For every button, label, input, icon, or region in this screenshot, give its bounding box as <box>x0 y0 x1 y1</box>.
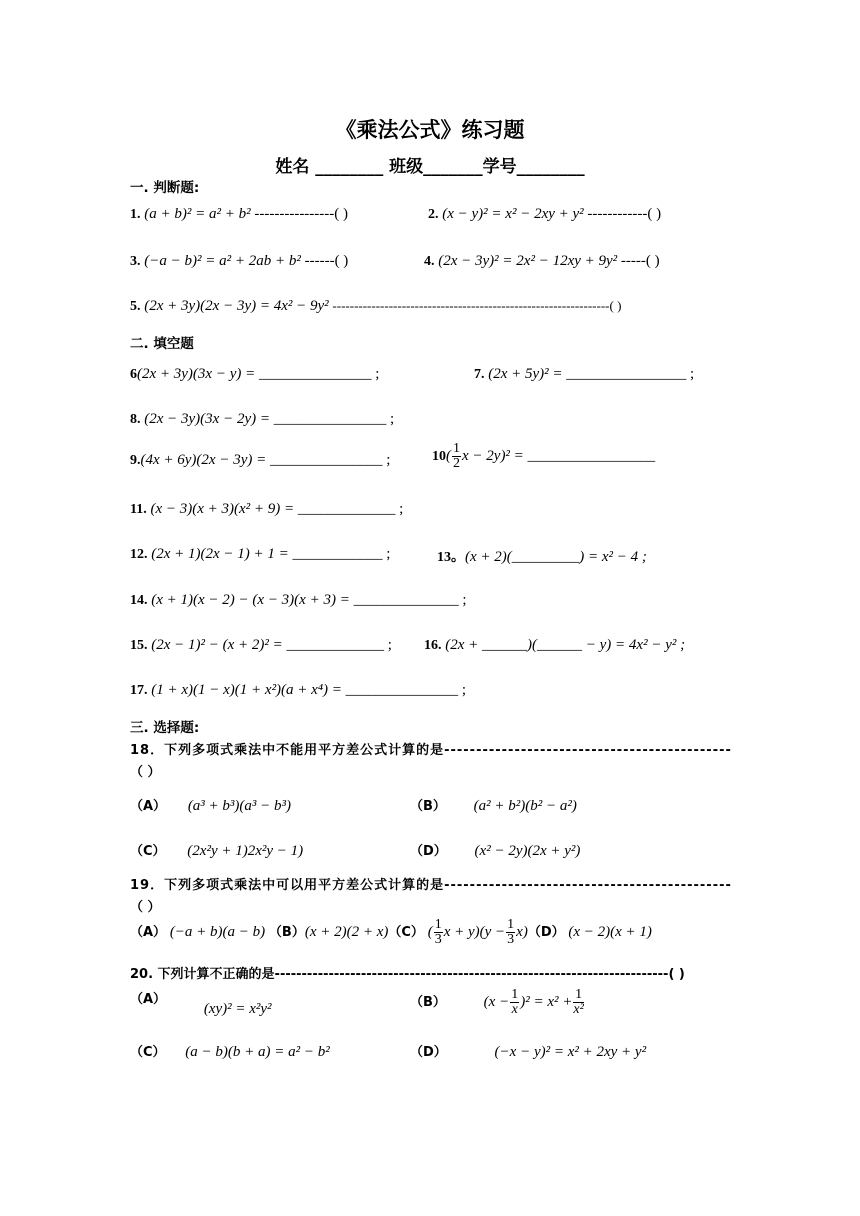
question-number: 1. <box>130 207 141 222</box>
option-label: （A） <box>130 924 167 940</box>
question-stem-text: 20. 下列计算不正确的是------------------------------------------------------------------------- <box>130 967 669 982</box>
answer-bracket: ------------( ) <box>587 206 662 222</box>
question-18-option-b <box>410 795 577 815</box>
question-number: 12. <box>130 547 148 562</box>
expression-part: ( <box>427 923 433 940</box>
option-a-expression: (−a + b)(a − b) <box>169 923 266 940</box>
question-number: 10 <box>432 448 446 464</box>
option-expression: (2x²y + 1)2x²y − 1) <box>187 843 304 859</box>
question-11 <box>130 501 403 518</box>
option-label: （A） <box>130 992 167 1007</box>
answer-bracket: ----------------------------------------------------------------( ) <box>332 298 622 313</box>
question-number: 16. <box>424 638 442 653</box>
question-20-option-a <box>130 988 272 1017</box>
question-number: 4. <box>424 254 435 269</box>
fraction-one-half <box>452 442 461 471</box>
question-19-answer-bracket: （ ） <box>130 900 161 915</box>
question-1 <box>130 206 348 223</box>
question-4 <box>424 253 660 270</box>
option-label: （B） <box>410 799 446 814</box>
question-expression: (−a − b)² = a² + 2ab + b² <box>144 253 301 269</box>
option-label: （D） <box>410 844 447 859</box>
question-18-stem: 18．下列多项式乘法中不能用平方差公式计算的是--------------------------------------------- <box>130 743 732 758</box>
fraction-one-third <box>434 918 443 947</box>
question-expression: (2x + 5y)² = <box>488 366 563 382</box>
expression-part: x − 2y)² = <box>462 447 524 464</box>
fraction-numerator: 1 <box>507 917 515 932</box>
answer-blank: ________________ ; <box>566 366 695 382</box>
fraction-denominator: 2 <box>453 456 460 471</box>
question-19-options <box>130 918 652 947</box>
option-expression: (x² − 2y)(2x + y²) <box>474 843 581 859</box>
question-expression: (1 + x)(1 − x)(1 + x²)(a + x⁴) = <box>151 682 342 698</box>
question-16 <box>424 637 685 654</box>
question-2 <box>428 206 661 223</box>
fraction-numerator: 1 <box>511 987 519 1002</box>
expression-part: )² = x² + <box>520 993 573 1010</box>
answer-blank: ______________ ; <box>353 592 467 608</box>
fraction-one-third <box>506 918 515 947</box>
question-17 <box>130 682 466 699</box>
answer-blank: _______________ ; <box>269 452 391 468</box>
question-9 <box>130 452 390 469</box>
answer-blank: ____________ ; <box>292 546 391 562</box>
answer-blank: _______________ ; <box>345 682 467 698</box>
question-14 <box>130 592 467 609</box>
question-3 <box>130 253 348 270</box>
option-d-expression: (x − 2)(x + 1) <box>568 923 652 940</box>
question-number: 11. <box>130 502 147 517</box>
answer-blank: _____________ ; <box>297 501 404 517</box>
question-20-option-b <box>410 988 585 1017</box>
option-label: （C） <box>130 844 166 859</box>
question-expression: (4x + 6y)(2x − 3y) = <box>140 452 267 468</box>
answer-bracket: ( ) <box>668 967 685 982</box>
option-label: （B） <box>410 994 446 1010</box>
question-expression: (2x + 3y)(2x − 3y) = 4x² − 9y² <box>144 298 329 314</box>
answer-blank: _________________ <box>527 447 656 464</box>
fraction-denominator: x <box>511 1002 518 1017</box>
option-b-expression: (x + 2)(2 + x) <box>304 923 389 940</box>
option-label: （D） <box>410 1045 447 1060</box>
question-12 <box>130 546 390 563</box>
question-number: 8. <box>130 412 141 427</box>
question-15 <box>130 637 392 654</box>
question-18-option-d <box>410 840 580 860</box>
section-heading-choice: 三. 选择题: <box>130 720 200 736</box>
question-10 <box>432 442 655 471</box>
fraction-one-over-x-squared <box>573 988 583 1017</box>
question-number: 3. <box>130 254 141 269</box>
question-number: 13。 <box>437 550 465 565</box>
answer-bracket: ----------------( ) <box>254 206 349 222</box>
question-8 <box>130 411 394 428</box>
answer-bracket: -----( ) <box>620 253 660 269</box>
option-expression: (−x − y)² = x² + 2xy + y² <box>494 1044 647 1060</box>
question-20-option-c <box>130 1041 330 1061</box>
page-title: 《乘法公式》练习题 <box>335 118 525 142</box>
option-expression <box>483 987 585 1017</box>
question-expression: (2x + 3y)(3x − y) = <box>137 366 256 382</box>
fraction-numerator: 1 <box>575 987 583 1002</box>
question-7 <box>474 366 694 383</box>
section-heading-judgment: 一. 判断题: <box>130 180 200 196</box>
question-number: 2. <box>428 207 439 222</box>
question-18-option-a <box>130 795 291 815</box>
answer-blank: _____________ ; <box>286 637 392 653</box>
question-expression: (2x − 1)² − (x + 2)² = <box>151 637 283 653</box>
option-label: （D） <box>527 924 565 940</box>
question-expression: (x − y)² = x² − 2xy + y² <box>442 206 584 222</box>
question-18-answer-bracket: （ ） <box>130 765 161 780</box>
expression-part: x) <box>516 923 528 940</box>
question-number: 7. <box>474 367 485 382</box>
question-number: 9. <box>130 453 141 468</box>
question-expression: (2x − 3y)² = 2x² − 12xy + 9y² <box>438 253 618 269</box>
question-number: 6 <box>130 367 137 382</box>
question-18-option-c <box>130 840 303 860</box>
fraction-numerator: 1 <box>453 441 460 456</box>
question-number: 5. <box>130 299 141 314</box>
fraction-denominator: x² <box>573 1002 584 1017</box>
question-expression: (2x + 1)(2x − 1) + 1 = <box>151 546 289 562</box>
fraction-denominator: 3 <box>434 932 442 947</box>
option-label: （B） <box>268 924 305 940</box>
fraction-one-over-x <box>510 988 519 1017</box>
option-label: （C） <box>388 924 424 940</box>
question-expression: (2x − 3y)(3x − 2y) = <box>144 411 270 427</box>
option-label: （C） <box>130 1045 166 1060</box>
question-20-stem <box>130 963 685 982</box>
student-info-line: 姓名 ________ 班级_______学号________ <box>275 157 585 177</box>
answer-blank: _______________ ; <box>258 366 380 382</box>
answer-bracket: ------( ) <box>304 253 349 269</box>
section-heading-fill-in: 二. 填空题 <box>130 336 194 352</box>
question-6 <box>130 366 379 383</box>
question-expression: (x + 2)(_________) = x² − 4 ; <box>465 549 647 565</box>
option-expression: (a³ + b³)(a³ − b³) <box>187 798 292 814</box>
question-expression: (x − 3)(x + 3)(x² + 9) = <box>150 501 295 517</box>
question-expression: (x + 1)(x − 2) − (x − 3)(x + 3) = <box>151 592 350 608</box>
expression-part: x + y)(y − <box>443 923 506 940</box>
question-number: 17. <box>130 683 148 698</box>
answer-blank: _______________ ; <box>273 411 395 427</box>
fraction-numerator: 1 <box>434 917 442 932</box>
question-13 <box>437 546 647 566</box>
option-expression: (a² + b²)(b² − a²) <box>473 798 577 814</box>
question-number: 15. <box>130 638 148 653</box>
option-expression: (xy)² = x²y² <box>203 1001 272 1017</box>
fraction-denominator: 3 <box>507 932 515 947</box>
option-label: （A） <box>130 799 167 814</box>
expression-part: (x − <box>483 993 510 1010</box>
question-20-option-d <box>410 1041 646 1061</box>
question-5 <box>130 298 621 315</box>
expression-part: ( <box>446 447 451 464</box>
question-19-stem: 19．下列多项式乘法中可以用平方差公式计算的是--------------------------------------------- <box>130 878 732 893</box>
option-expression: (a − b)(b + a) = a² − b² <box>185 1044 330 1060</box>
question-number: 14. <box>130 593 148 608</box>
question-expression: (a + b)² = a² + b² <box>144 206 251 222</box>
question-expression: (2x + ______)(______ − y) = 4x² − y² ; <box>445 637 686 653</box>
